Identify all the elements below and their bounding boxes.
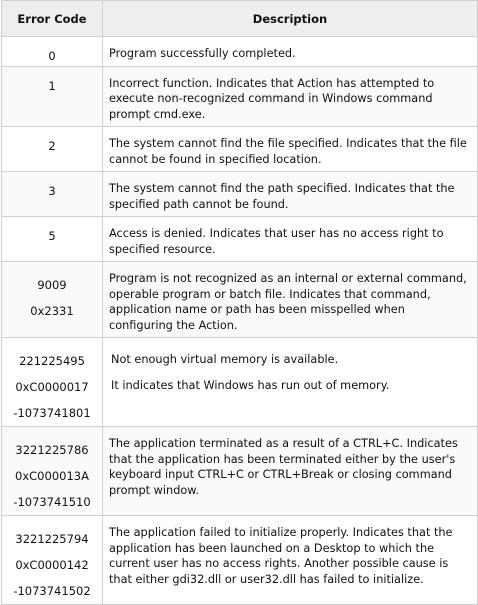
error-code-cell: [2, 338, 103, 427]
error-code-cell: [2, 217, 103, 262]
description-text: Incorrect function. Indicates that Action has attempted to execute non-recognized command in Windows command prompt cmd.exe.: [109, 76, 435, 121]
description-cell: [103, 66, 478, 127]
error-code-value: 1: [48, 78, 56, 93]
error-code-value: 9009: [37, 278, 67, 292]
table-row: [2, 37, 478, 67]
error-code-value: 2: [48, 139, 56, 153]
description-text: The application failed to initialize properly. Indicates that the application has been launched on a Desktop to which the current user has no access rights. Another possible cause is that either gdi32.dll or user32.dll has failed to initialize.: [109, 526, 453, 586]
error-code-value: 221225495: [19, 354, 85, 368]
error-code-value: 5: [48, 229, 56, 243]
description-header: Description: [103, 1, 478, 37]
description-cell: [103, 516, 478, 605]
error-code-value: 3221225794: [15, 532, 89, 546]
error-code-value: -1073741801: [13, 406, 91, 420]
description-text: Access is denied. Indicates that user has no access right to specified resource.: [109, 227, 444, 256]
error-code-value: -1073741510: [13, 495, 91, 509]
error-code-cell: [2, 37, 103, 67]
description-cell: [103, 127, 478, 172]
error-code-value: 0xC0000142: [15, 558, 89, 572]
error-code-value: 0x2331: [30, 304, 74, 318]
error-code-value: 0xC000013A: [15, 469, 89, 483]
table-body: [2, 37, 478, 605]
table-row: [2, 262, 478, 338]
description-text: Program successfully completed.: [109, 47, 296, 60]
description-cell: [103, 262, 478, 338]
description-cell: [103, 217, 478, 262]
table-row: [2, 338, 478, 427]
description-cell: [103, 338, 478, 427]
error-code-cell: [2, 262, 103, 338]
table-header-row: [2, 1, 478, 37]
description-text: Program is not recognized as an internal or external command, operable program or batch file. Indicates that command, application name or path has been misspelled when configuring the Action.: [109, 272, 467, 332]
description-cell: [103, 427, 478, 516]
description-text: It indicates that Windows has run out of memory.: [111, 379, 390, 392]
table-row: [2, 127, 478, 172]
table-row: [2, 172, 478, 217]
description-text: The system cannot find the path specified. Indicates that the specified path cannot be found.: [109, 182, 455, 211]
error-code-cell: [2, 427, 103, 516]
error-code-cell: [2, 127, 103, 172]
error-code-table: [1, 0, 478, 605]
error-code-value: 3221225786: [15, 443, 89, 457]
table-row: [2, 217, 478, 262]
description-cell: [103, 172, 478, 217]
error-code-value: 3: [48, 184, 56, 198]
description-text: Not enough virtual memory is available.: [111, 353, 339, 366]
table-row: [2, 516, 478, 605]
error-code-value: -1073741502: [13, 584, 91, 598]
table-row: [2, 427, 478, 516]
description-text: The application terminated as a result of a CTRL+C. Indicates that the application has been terminated either by the user's keyboard input CTRL+C or CTRL+Break or closing command prompt window.: [109, 437, 458, 497]
table-row: [2, 66, 478, 127]
description-text: The system cannot find the file specified. Indicates that the file cannot be found in specified location.: [109, 137, 467, 166]
error-code-value: 0: [48, 49, 56, 63]
error-code-cell: [2, 66, 103, 127]
error-code-cell: [2, 516, 103, 605]
error-code-cell: [2, 172, 103, 217]
error-code-value: 0xC0000017: [15, 380, 89, 394]
description-cell: [103, 37, 478, 67]
error-code-header: Error Code: [2, 1, 103, 37]
